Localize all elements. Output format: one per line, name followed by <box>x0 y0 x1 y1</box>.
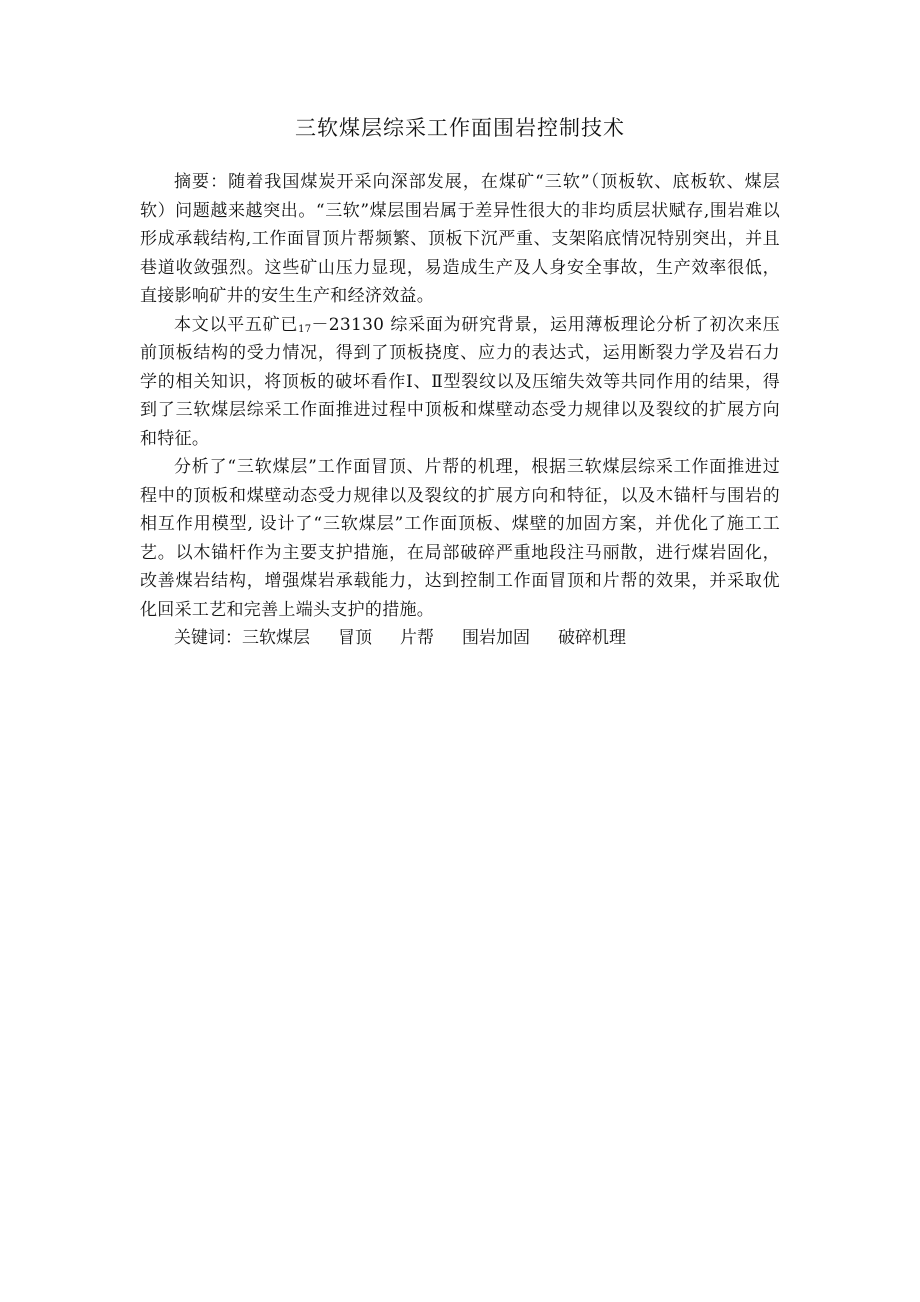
paragraph-2-subscript: 17 <box>298 323 312 335</box>
keyword-item: 破碎机理 <box>558 628 626 648</box>
keywords-label: 关键词： <box>174 628 242 648</box>
abstract-paragraph-2 <box>140 311 780 454</box>
keyword-item: 冒顶 <box>338 628 372 648</box>
paragraph-2-rest: －23130 综采面为研究背景，运用薄板理论分析了初次来压前顶板结构的受力情况，得到了顶板挠度、应力的表达式，运用断裂力学及岩石力学的相关知识，将顶板的破坏看作Ⅰ、Ⅱ型裂纹以及压缩失效等共同作用的结果，得到了三软煤层综采工作面推进过程中顶板和煤壁动态受力规律以及裂纹的扩展方向和特征。 <box>140 314 780 449</box>
abstract-body <box>140 168 780 653</box>
keywords-line <box>140 624 780 653</box>
keyword-item: 片帮 <box>400 628 434 648</box>
abstract-paragraph-1: 摘要：随着我国煤炭开采向深部发展，在煤矿“三软”（顶板软、底板软、煤层软）问题越来越突出。“三软”煤层围岩属于差异性很大的非均质层状赋存,围岩难以形成承载结构,工作面冒顶片帮频繁、顶板下沉严重、支架陷底情况特别突出，并且巷道收敛强烈。这些矿山压力显现，易造成生产及人身安全事故，生产效率很低，直接影响矿井的安生生产和经济效益。 <box>140 172 780 306</box>
paper-title: 三软煤层综采工作面围岩控制技术 <box>295 116 625 140</box>
keyword-item: 三软煤层 <box>242 628 310 648</box>
keyword-item: 围岩加固 <box>462 628 530 648</box>
paragraph-2-prefix: 本文以平五矿已 <box>174 314 299 335</box>
abstract-paragraph-3: 分析了“三软煤层”工作面冒顶、片帮的机理，根据三软煤层综采工作面推进过程中的顶板和煤壁动态受力规律以及裂纹的扩展方向和特征，以及木锚杆与围岩的相互作用模型, 设计了“三软煤层”工作面顶板、煤壁的加固方案，并优化了施工工艺。以木锚杆作为主要支护措施，在局部破碎严重地段注马丽散，进行煤岩固化，改善煤岩结构，增强煤岩承载能力，达到控制工作面冒顶和片帮的效果，并采取优化回采工艺和完善上端头支护的措施。 <box>140 457 780 620</box>
